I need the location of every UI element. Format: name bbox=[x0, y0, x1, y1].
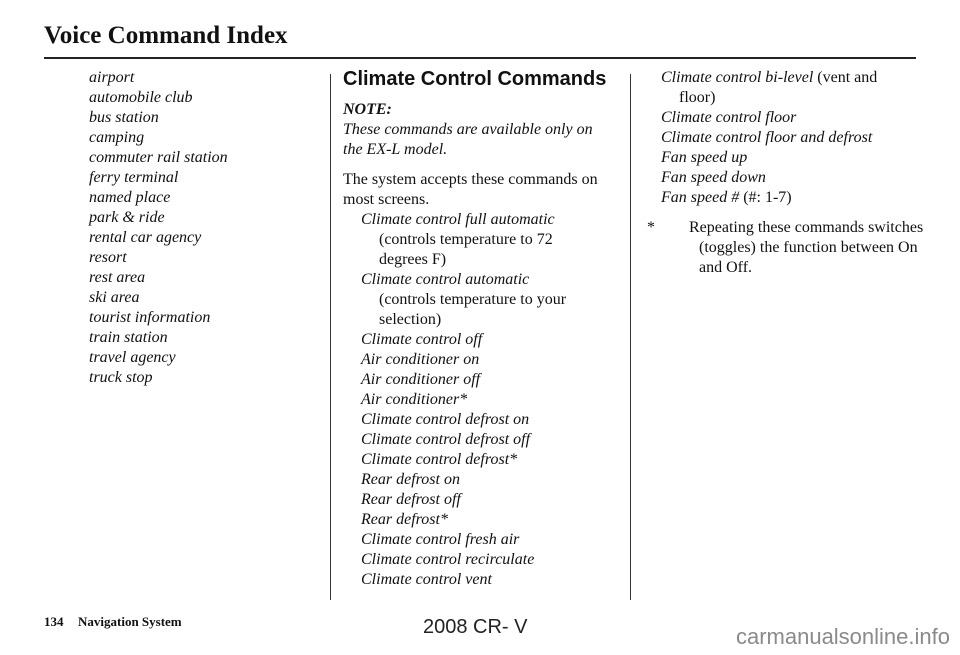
title-rule bbox=[44, 57, 916, 59]
command-description: (controls temperature to your bbox=[379, 291, 567, 308]
list-item: commuter rail station bbox=[89, 149, 228, 166]
footnote-mark: * bbox=[647, 219, 655, 236]
command-item: Climate control off bbox=[361, 331, 483, 348]
command-description: (controls temperature to 72 bbox=[379, 231, 553, 248]
section-heading: Climate Control Commands bbox=[343, 68, 607, 90]
command-item: Climate control floor and defrost bbox=[661, 129, 873, 146]
list-item: train station bbox=[89, 329, 168, 346]
list-item: tourist information bbox=[89, 309, 211, 326]
list-item: rest area bbox=[89, 269, 146, 286]
command-item: Fan speed up bbox=[661, 149, 748, 166]
intro-text: The system accepts these commands on bbox=[343, 171, 598, 188]
list-item: ferry terminal bbox=[89, 169, 179, 186]
column-divider-right bbox=[630, 74, 631, 600]
command-item: Rear defrost on bbox=[361, 471, 460, 488]
list-item: travel agency bbox=[89, 349, 176, 366]
command-item: Air conditioner* bbox=[361, 391, 468, 408]
list-item: resort bbox=[89, 249, 127, 266]
model-label: 2008 CR- V bbox=[423, 616, 528, 638]
list-item: bus station bbox=[89, 109, 159, 126]
command-item: Climate control floor bbox=[661, 109, 797, 126]
command-item: Climate control full automatic bbox=[361, 211, 555, 228]
command-name: Climate control bi-level bbox=[661, 69, 814, 86]
command-item bbox=[661, 188, 921, 208]
list-item: automobile club bbox=[89, 89, 193, 106]
command-item bbox=[661, 68, 921, 88]
list-item: camping bbox=[89, 129, 145, 146]
list-item: airport bbox=[89, 69, 135, 86]
footnote bbox=[647, 218, 924, 278]
note-text: the EX-L model. bbox=[343, 141, 448, 158]
command-item: Rear defrost off bbox=[361, 491, 461, 508]
place-category-list bbox=[89, 68, 228, 388]
command-description: floor) bbox=[679, 89, 716, 106]
book-title: Navigation System bbox=[78, 614, 182, 629]
command-item: Climate control automatic bbox=[361, 271, 530, 288]
list-item: ski area bbox=[89, 289, 140, 306]
watermark: carmanualsonline.info bbox=[735, 624, 950, 649]
note-text: These commands are available only on bbox=[343, 121, 593, 138]
list-item: truck stop bbox=[89, 369, 153, 386]
command-description: selection) bbox=[379, 311, 442, 328]
footnote-text: Repeating these commands switches bbox=[689, 219, 924, 236]
command-item: Climate control vent bbox=[361, 571, 492, 588]
list-item: park & ride bbox=[89, 209, 165, 226]
command-description: (vent and bbox=[813, 69, 878, 86]
list-item: rental car agency bbox=[89, 229, 202, 246]
intro-text: most screens. bbox=[343, 191, 430, 208]
command-item: Rear defrost* bbox=[361, 511, 448, 528]
command-item: Air conditioner off bbox=[361, 371, 481, 388]
command-item: Climate control fresh air bbox=[361, 531, 520, 548]
command-item: Climate control defrost on bbox=[361, 411, 530, 428]
command-item: Climate control recirculate bbox=[361, 551, 535, 568]
command-item: Climate control defrost off bbox=[361, 431, 531, 448]
footnote-text: (toggles) the function between On bbox=[699, 239, 918, 256]
command-item: Air conditioner on bbox=[361, 351, 480, 368]
command-description: (#: 1-7) bbox=[739, 189, 792, 206]
command-name: Fan speed # bbox=[661, 189, 740, 206]
footnote-text: and Off. bbox=[699, 259, 753, 276]
command-description: degrees F) bbox=[379, 251, 447, 268]
climate-control-continued bbox=[647, 68, 924, 278]
page-number: 134 bbox=[44, 614, 64, 629]
list-item: named place bbox=[89, 189, 171, 206]
command-item: Climate control defrost* bbox=[361, 451, 518, 468]
command-item: Fan speed down bbox=[661, 169, 766, 186]
climate-control-section bbox=[343, 66, 623, 590]
column-divider-left bbox=[330, 74, 331, 600]
page-title: Voice Command Index bbox=[44, 22, 288, 49]
note-label: NOTE: bbox=[343, 101, 392, 118]
